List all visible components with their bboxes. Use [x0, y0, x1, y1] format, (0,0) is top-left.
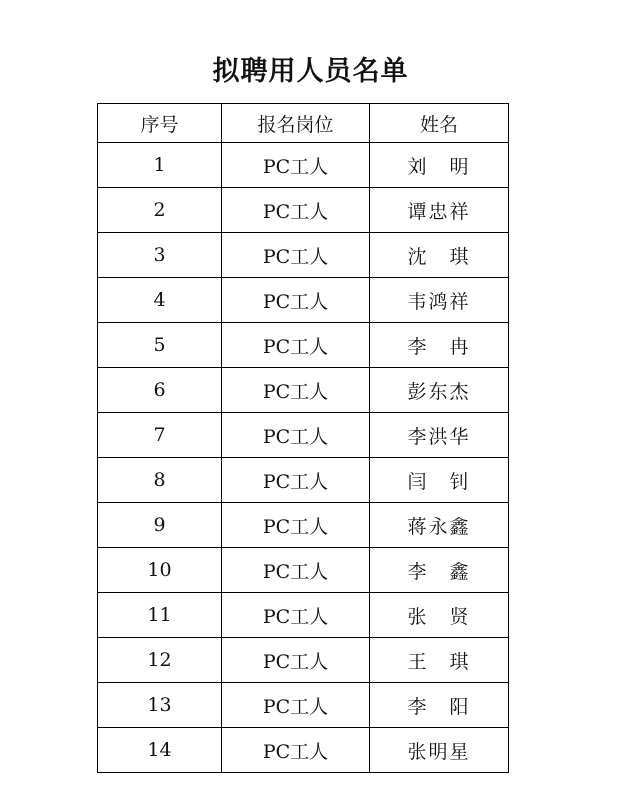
row-number-cell: 4	[98, 278, 222, 323]
table-row	[98, 368, 509, 413]
table-row	[98, 323, 509, 368]
row-number-cell: 14	[98, 728, 222, 773]
table-row	[98, 143, 509, 188]
row-position-cell: PC工人	[222, 503, 370, 548]
row-position-cell: PC工人	[222, 143, 370, 188]
row-position-cell: PC工人	[222, 233, 370, 278]
column-header-name: 姓名	[370, 104, 509, 143]
row-number-cell: 11	[98, 593, 222, 638]
table-row	[98, 503, 509, 548]
row-name-cell: 李 阳	[370, 683, 509, 728]
hire-list-table	[97, 103, 509, 773]
table-row	[98, 638, 509, 683]
row-position-cell: PC工人	[222, 593, 370, 638]
table-row	[98, 413, 509, 458]
row-name-cell: 谭忠祥	[370, 188, 509, 233]
row-name-cell: 沈 琪	[370, 233, 509, 278]
row-number-cell: 8	[98, 458, 222, 503]
row-position-cell: PC工人	[222, 323, 370, 368]
table-row	[98, 593, 509, 638]
row-number-cell: 10	[98, 548, 222, 593]
table-row	[98, 458, 509, 503]
row-number-cell: 7	[98, 413, 222, 458]
table-row	[98, 548, 509, 593]
row-position-cell: PC工人	[222, 638, 370, 683]
row-number-cell: 6	[98, 368, 222, 413]
row-position-cell: PC工人	[222, 188, 370, 233]
row-name-cell: 王 琪	[370, 638, 509, 683]
table-row	[98, 278, 509, 323]
row-number-cell: 2	[98, 188, 222, 233]
row-number-cell: 3	[98, 233, 222, 278]
row-name-cell: 张明星	[370, 728, 509, 773]
row-name-cell: 韦鸿祥	[370, 278, 509, 323]
row-name-cell: 李 鑫	[370, 548, 509, 593]
column-header-number: 序号	[98, 104, 222, 143]
row-position-cell: PC工人	[222, 548, 370, 593]
row-position-cell: PC工人	[222, 368, 370, 413]
row-position-cell: PC工人	[222, 413, 370, 458]
row-position-cell: PC工人	[222, 458, 370, 503]
column-header-position: 报名岗位	[222, 104, 370, 143]
row-name-cell: 李洪华	[370, 413, 509, 458]
row-number-cell: 9	[98, 503, 222, 548]
table-header-row	[98, 104, 509, 143]
row-number-cell: 12	[98, 638, 222, 683]
row-name-cell: 李 冉	[370, 323, 509, 368]
row-name-cell: 彭东杰	[370, 368, 509, 413]
row-name-cell: 刘 明	[370, 143, 509, 188]
document-title: 拟聘用人员名单	[212, 56, 409, 87]
row-number-cell: 5	[98, 323, 222, 368]
row-name-cell: 闫 钊	[370, 458, 509, 503]
row-position-cell: PC工人	[222, 683, 370, 728]
row-position-cell: PC工人	[222, 728, 370, 773]
row-number-cell: 1	[98, 143, 222, 188]
table-row	[98, 728, 509, 773]
row-position-cell: PC工人	[222, 278, 370, 323]
table-row	[98, 683, 509, 728]
row-name-cell: 张 贤	[370, 593, 509, 638]
table-row	[98, 188, 509, 233]
row-number-cell: 13	[98, 683, 222, 728]
row-name-cell: 蒋永鑫	[370, 503, 509, 548]
table-row	[98, 233, 509, 278]
